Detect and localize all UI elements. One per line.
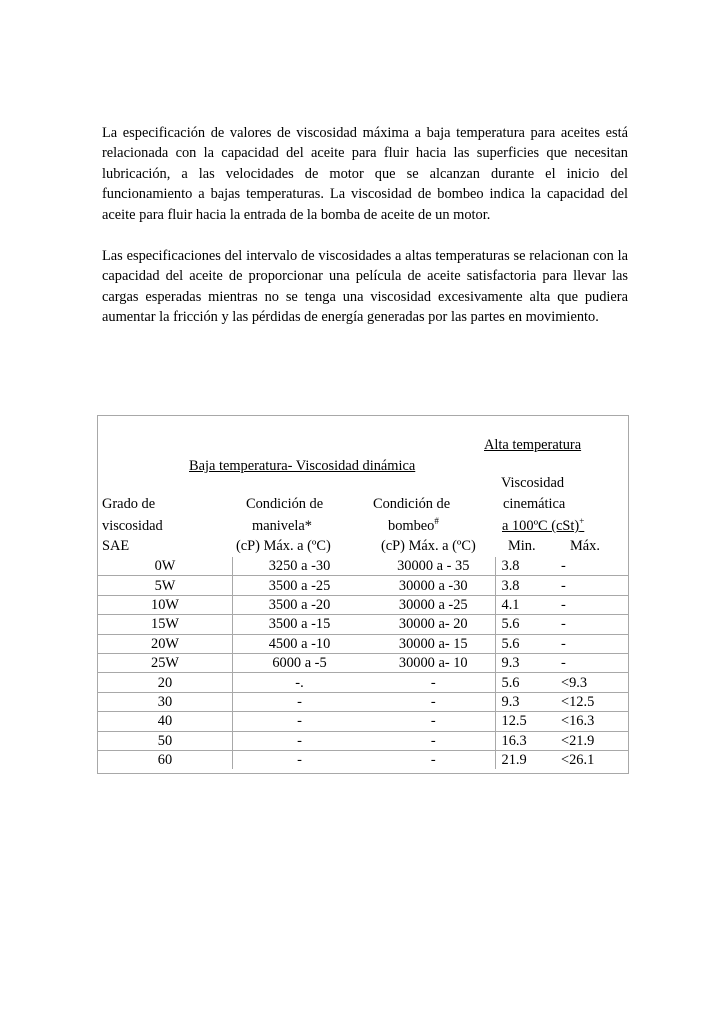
col3-line2 [388,517,439,535]
min-cell: 4.1 [495,595,555,614]
min-cell: 9.3 [495,653,555,672]
col45-unit: a 100ºC (cSt) [502,518,580,534]
pump-cell: 30000 a - 35 [366,557,495,576]
table-row [98,595,629,614]
max-cell: - [555,615,629,634]
table-row [98,750,629,769]
grade-cell: 20W [98,634,233,653]
paragraph-low-temp: La especificación de valores de viscosidad máxima a baja temperatura para aceites está relacionada con la capacidad del aceite para fluir hacia las superficies que necesitan lubricación, a las velocidades de motor que se alcanzan durante el inicio del funcionamiento a bajas temperaturas. La viscosidad de bombeo indica la capacidad del aceite para fluir hacia la entrada de la bomba de aceite de un motor. [102,125,628,223]
table-row [98,712,629,731]
min-cell: 21.9 [495,750,555,769]
grade-cell: 15W [98,615,233,634]
pump-cell: - [366,731,495,750]
grade-cell: 50 [98,731,233,750]
col1-line2: viscosidad [102,518,163,534]
max-cell: - [555,653,629,672]
crank-cell: 3500 a -15 [233,615,367,634]
pump-cell: - [366,692,495,711]
min-header: Min. [508,538,536,554]
pump-cell: 30000 a- 10 [366,653,495,672]
max-cell: - [561,558,566,575]
max-cell: <12.5 [555,692,629,711]
col3-line1: Condición de [373,496,451,512]
crank-cell: -. [233,673,367,692]
max-cell: <21.9 [555,731,629,750]
col3-footnote-mark: # [434,516,439,527]
table-row [98,557,629,576]
viscosity-table [97,415,629,774]
grade-cell: 40 [98,712,233,731]
max-cell: <9.3 [555,673,629,692]
grade-cell: 20 [98,673,233,692]
viscosity-rows [98,557,629,769]
paragraph-high-temp: Las especificaciones del intervalo de viscosidades a altas temperaturas se relacionan con la capacidad del aceite de proporcionar una película de aceite satisfactoria para llevar las cargas esperadas mientras no se tenga una viscosidad excesivamente alta que pudiera aumentar la fricción y las pérdidas de energía generadas por las partes en movimiento. [102,248,628,326]
crank-cell: - [233,731,367,750]
col45-line3 [502,517,584,535]
grade-cell: 0W [98,557,233,576]
max-cell: <26.1 [555,750,629,769]
min-cell: 5.6 [495,634,555,653]
pump-cell: - [366,750,495,769]
col2-line1: Condición de [246,496,324,512]
max-cell: - [555,576,629,595]
grade-cell: 10W [98,595,233,614]
max-cell: - [555,634,629,653]
col45-footnote-mark: + [579,516,585,527]
pump-cell: 30000 a- 20 [366,615,495,634]
min-cell: 5.6 [495,615,555,634]
table-row [98,731,629,750]
min-cell: 5.6 [495,673,555,692]
col3-bombeo: bombeo [388,518,435,534]
max-cell: - [555,595,629,614]
pump-cell: 30000 a- 15 [366,634,495,653]
crank-cell: - [233,712,367,731]
min-cell: 16.3 [495,731,555,750]
pump-cell: 30000 a -25 [366,595,495,614]
col45-line2: cinemática [503,496,566,512]
table-row [98,653,629,672]
grade-cell: 25W [98,653,233,672]
grade-cell: 30 [98,692,233,711]
table-row [98,673,629,692]
max-cell: <16.3 [555,712,629,731]
table-row [98,634,629,653]
min-cell: 9.3 [495,692,555,711]
min-cell: 12.5 [495,712,555,731]
crank-cell: 4500 a -10 [233,634,367,653]
pump-cell: - [366,673,495,692]
table-row [98,692,629,711]
crank-cell: 6000 a -5 [233,653,367,672]
table-row [98,615,629,634]
grade-cell: 60 [98,750,233,769]
crank-cell: 3500 a -20 [233,595,367,614]
pump-cell: 30000 a -30 [366,576,495,595]
crank-cell: - [233,692,367,711]
col3-line3: (cP) Máx. a (ºC) [381,538,476,554]
group-low-temp: Baja temperatura- Viscosidad dinámica [189,458,416,474]
col1-line3: SAE [102,538,130,554]
grade-cell: 5W [98,576,233,595]
pump-cell: - [366,712,495,731]
col45-line1: Viscosidad [501,475,565,491]
col2-line3: (cP) Máx. a (ºC) [236,538,331,554]
col2-line2: manivela* [252,518,312,534]
group-high-temp: Alta temperatura [484,437,582,453]
max-header: Máx. [570,538,600,554]
crank-cell: 3500 a -25 [233,576,367,595]
table-row [98,576,629,595]
crank-cell: - [233,750,367,769]
crank-cell: 3250 a -30 [268,558,331,575]
col1-line1: Grado de [102,496,156,512]
min-cell: 3.8 [501,558,520,575]
min-cell: 3.8 [495,576,555,595]
